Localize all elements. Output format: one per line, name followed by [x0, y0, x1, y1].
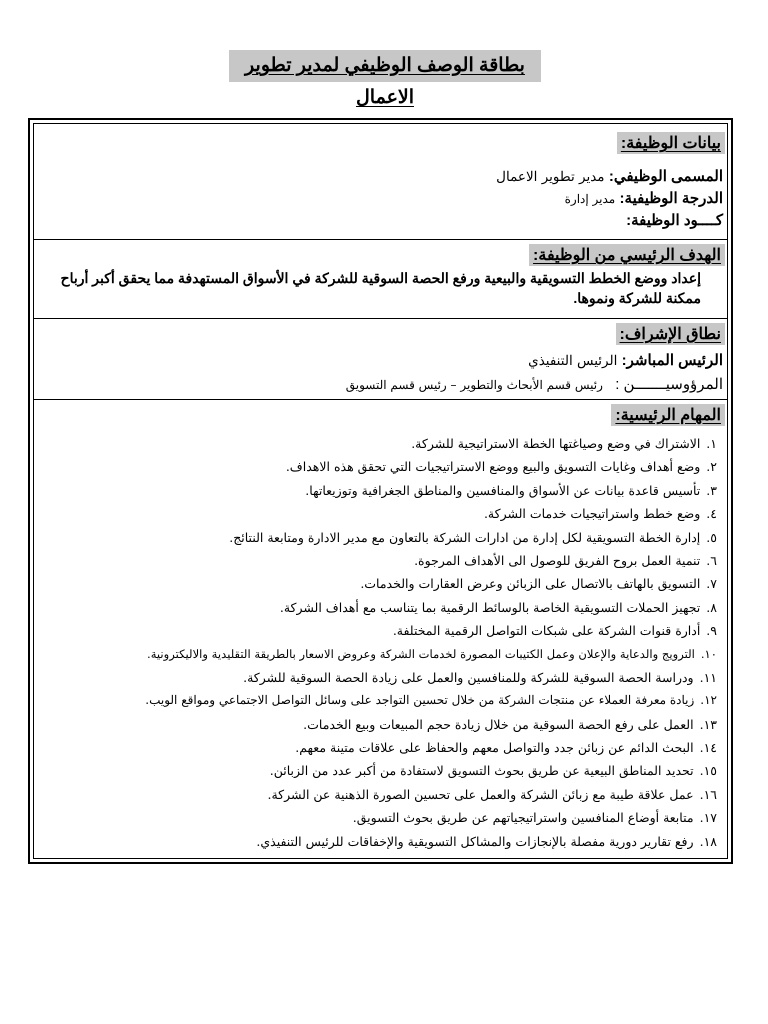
task-text: تأسيس قاعدة بيانات عن الأسواق والمنافسين والمناطق الجغرافية وتوزيعاتها.	[305, 482, 701, 498]
supervision-section	[34, 318, 727, 400]
job-data-heading: بيانات الوظيفة:	[617, 132, 725, 154]
task-number: ٤.	[706, 506, 717, 522]
task-item	[34, 713, 727, 736]
job-title-label: المسمى الوظيفي:	[608, 168, 723, 185]
objective-text: إعداد ووضع الخطط التسويقية والبيعية ورفع الحصة السوقية للشركة في الأسواق المستهدفة مما يحقق أكبر أرباح ممكنة للشركة ونموها.	[60, 270, 701, 306]
task-number: ١٦.	[699, 786, 717, 802]
task-item	[34, 432, 727, 455]
task-text: ودراسة الحصة السوقية للشركة وللمنافسين والعمل على زيادة الحصة السوقية للشركة.	[243, 669, 694, 685]
task-text: وضع أهداف وغايات التسويق والبيع ووضع الاستراتيجيات التي تحقق هذه الاهداف.	[285, 459, 701, 475]
direct-manager-row	[34, 349, 727, 373]
job-code-row	[34, 210, 727, 232]
task-item	[34, 806, 727, 829]
task-item	[34, 479, 727, 502]
task-number: ٨.	[706, 599, 717, 615]
task-text: تحديد المناطق البيعية عن طريق بحوث التسويق لاستفادة من أكبر عدد من الزبائن.	[269, 763, 694, 779]
subordinates-label: المرؤوسيـــــــن :	[615, 376, 723, 393]
task-item	[34, 643, 727, 666]
direct-manager-label: الرئيس المباشر:	[621, 352, 723, 369]
task-item	[34, 596, 727, 619]
job-code-label: كــــود الوظيفة:	[626, 212, 723, 229]
task-item	[34, 759, 727, 782]
task-text: العمل على رفع الحصة السوقية من خلال زيادة حجم المبيعات وبيع الخدمات.	[303, 716, 694, 732]
job-title-value: مدير تطوير الاعمال	[496, 169, 605, 185]
task-number: ١٨.	[699, 833, 717, 849]
task-item	[34, 666, 727, 689]
task-text: عمل علاقة طيبة مع زبائن الشركة والعمل على تحسين الصورة الذهنية عن الشركة.	[267, 786, 694, 802]
task-number: ٣.	[706, 482, 717, 498]
task-text: وضع خطط واستراتيجيات خدمات الشركة.	[483, 506, 701, 522]
job-grade-label: الدرجة الوظيفية:	[619, 190, 723, 207]
job-card-frame	[28, 118, 733, 864]
task-number: ١٧.	[699, 810, 717, 826]
document-title: بطاقة الوصف الوظيفي لمدير تطوير الاعمال	[229, 50, 541, 82]
task-number: ١.	[706, 436, 717, 451]
task-item	[34, 502, 727, 525]
supervision-heading: نطاق الإشراف:	[616, 323, 725, 345]
task-text: التسويق بالهاتف بالاتصال على الزبائن وعرض العقارات والخدمات.	[360, 576, 701, 592]
job-grade-row	[34, 188, 727, 210]
task-number: ٩.	[706, 623, 717, 639]
task-text: رفع تقارير دورية مفصلة بالإنجازات والمشاكل التسويقية والإخفاقات للرئيس التنفيذي.	[256, 833, 694, 849]
task-text: أدارة قنوات الشركة على شبكات التواصل الرقمية المختلفة.	[392, 623, 701, 639]
subordinates-value: رئيس قسم الأبحاث والتطوير – رئيس قسم التسويق	[345, 378, 603, 392]
subordinates-row	[34, 373, 727, 397]
job-grade-value: مدير إدارة	[564, 192, 616, 206]
task-text: تنمية العمل بروح الفريق للوصول الى الأهداف المرجوة.	[414, 552, 701, 568]
task-item	[34, 455, 727, 478]
task-number: ١١.	[699, 669, 717, 685]
task-item	[34, 783, 727, 806]
job-title-row	[34, 166, 727, 188]
task-number: ٦.	[706, 552, 717, 568]
task-text: زيادة معرفة العملاء عن منتجات الشركة من خلال تحسين التواجد على وسائل التواصل الاجتماعي ومواقع الويب.	[145, 693, 695, 708]
task-item	[34, 549, 727, 572]
task-text: متابعة أوضاع المنافسين واستراتيجياتهم عن طريق بحوث التسويق.	[352, 810, 694, 826]
task-item	[34, 619, 727, 642]
task-number: ٧.	[706, 576, 717, 592]
task-text: الترويج والدعاية والإعلان وعمل الكتيبات المصورة لخدمات الشركة وعروض الاسعار بالطريقة التقليدية والاليكترونية.	[147, 646, 695, 661]
task-number: ١٥.	[699, 763, 717, 779]
task-number: ٢.	[706, 459, 717, 475]
task-number: ٥.	[706, 529, 717, 545]
task-item	[34, 572, 727, 595]
task-text: إدارة الخطة التسويقية لكل إدارة من ادارات الشركة بالتعاون مع مدير الادارة ومتابعة النتائج.	[229, 529, 701, 545]
task-item	[34, 830, 727, 853]
task-item	[34, 689, 727, 712]
tasks-heading: المهام الرئيسية:	[611, 404, 725, 426]
task-number: ١٠.	[700, 646, 717, 661]
objective-heading: الهدف الرئيسي من الوظيفة:	[529, 244, 725, 266]
tasks-list	[34, 432, 727, 853]
job-data-section	[34, 124, 727, 239]
task-text: البحث الدائم عن زبائن جدد والتواصل معهم والحفاظ على علاقات متينة معهم.	[295, 740, 694, 756]
task-number: ١٤.	[699, 740, 717, 756]
tasks-section	[34, 399, 727, 858]
task-item	[34, 526, 727, 549]
task-item	[34, 736, 727, 759]
task-number: ١٢.	[700, 693, 717, 708]
task-text: الاشتراك في وضع وصياغتها الخطة الاستراتيجية للشركة.	[411, 436, 701, 451]
objective-section	[34, 239, 727, 319]
direct-manager-value: الرئيس التنفيذي	[528, 353, 618, 369]
task-number: ١٣.	[699, 716, 717, 732]
task-text: تجهيز الحملات التسويقية الخاصة بالوسائط الرقمية بما يتناسب مع أهداف الشركة.	[279, 599, 701, 615]
job-card-inner-border	[33, 123, 728, 859]
